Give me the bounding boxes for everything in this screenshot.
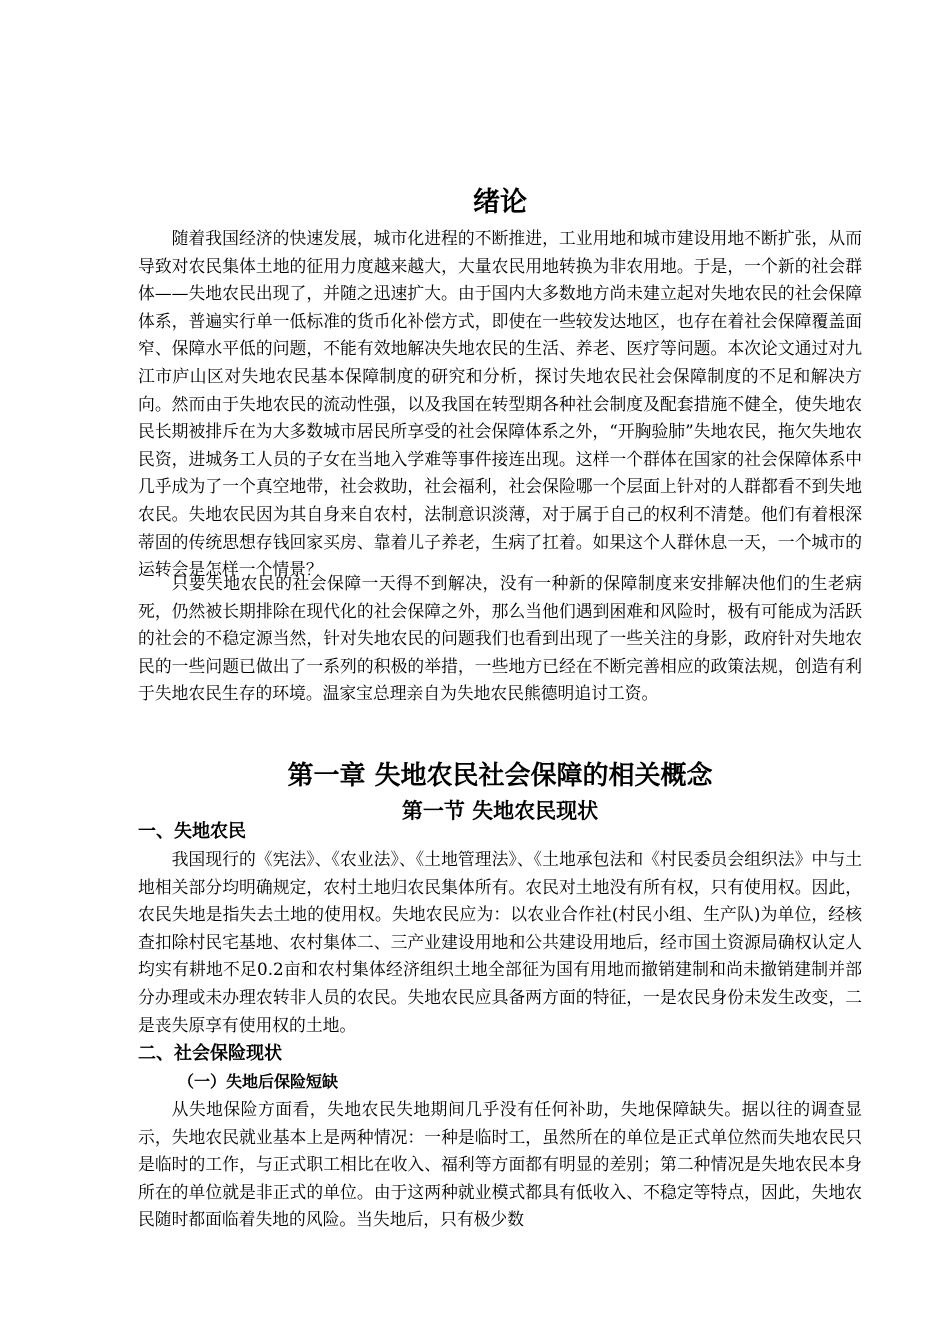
- intro-paragraph-2: 只要失地农民的社会保障一天得不到解决，没有一种新的保障制度来安排解决他们的生老病死，仍然被长期排除在现代化的社会保障之外，那么当他们遇到困难和风险时，极有可能成为活跃的社会的不稳定源当然，针对失地农民的问题我们也看到出现了一些关注的身影，政府针对失地农民的一些问题已做出了一系列的积极的举措，一些地方已经在不断完善相应的政策法规，创造有利于失地农民生存的环境。温家宝总理亲自为失地农民熊德明追讨工资。: [138, 573, 862, 704]
- heading-landless-farmers: 一、失地农民: [138, 821, 246, 842]
- intro-title: 绪论: [473, 187, 527, 218]
- intro-paragraph-1: 随着我国经济的快速发展，城市化进程的不断推进，工业用地和城市建设用地不断扩张，从而导致对农民集体土地的征用力度越来越大，大量农民用地转换为非农用地。于是，一个新的社会群体——失地农民出现了，并随之迅速扩大。由于国内大多数地方尚未建立起对失地农民的社会保障体系，普遍实行单一低标准的货币化补偿方式，即使在一些较发达地区，也存在着社会保障覆盖面窄、保障水平低的问题，不能有效地解决失地农民的生活、养老、医疗等问题。本次论文通过对九江市庐山区对失地农民基本保障制度的研究和分析，探讨失地农民社会保障制度的不足和解决方向。然而由于失地农民的流动性强，以及我国在转型期各种社会制度及配套措施不健全，使失地农民长期被排斥在为大多数城市居民所享受的社会保障体系之外，“开胸验肺”失地农民，拖欠失地农民资，进城务工人员的子女在当地入学难等事件接连出现。这样一个群体在国家的社会保障体系中几乎成为了一个真空地带，社会救助，社会福利，社会保险哪一个层面上针对的人群都看不到失地农民。失地农民因为其自身来自农村，法制意识淡薄，对于属于自己的权利不清楚。他们有着根深蒂固的传统思想存钱回家买房、靠着儿子养老，生病了扛着。如果这个人群休息一天，一个城市的运转会是怎样一个情景？: [138, 228, 862, 580]
- subheading-insurance-shortage: （一）失地后保险短缺: [178, 1072, 339, 1091]
- landless-farmers-paragraph: 我国现行的《宪法》、《农业法》、《土地管理法》、《土地承包法和《村民委员会组织法》中与土地相关部分均明确规定，农村土地归农民集体所有。农民对土地没有所有权，只有使用权。因此，农民失地是指失去土地的使用权。失地农民应为：以农业合作社(村民小组、生产队)为单位，经核查扣除村民宅基地、农村集体二、三产业建设用地和公共建设用地后，经市国土资源局确权认定人均实有耕地不足0.2亩和农村集体经济组织土地全部征为国有用地而撤销建制和尚未撤销建制并部分办理或未办理农转非人员的农民。失地农民应具备两方面的特征，一是农民身份未发生改变，二是丧失原享有使用权的土地。: [138, 849, 862, 1035]
- heading-social-insurance-status: 二、社会保险现状: [138, 1043, 282, 1064]
- section-title: 第一节 失地农民现状: [401, 799, 599, 823]
- chapter-title: 第一章 失地农民社会保障的相关概念: [287, 761, 713, 791]
- insurance-shortage-paragraph: 从失地保险方面看，失地农民失地期间几乎没有任何补助，失地保障缺失。据以往的调查显示，失地农民就业基本上是两种情况：一种是临时工，虽然所在的单位是正式单位然而失地农民只是临时的工作，与正式职工相比在收入、福利等方面都有明显的差别；第二种情况是失地农民本身所在的单位就是非正式的单位。由于这两种就业模式都具有低收入、不稳定等特点，因此，失地农民随时都面临着失地的风险。当失地后，只有极少数: [138, 1099, 862, 1230]
